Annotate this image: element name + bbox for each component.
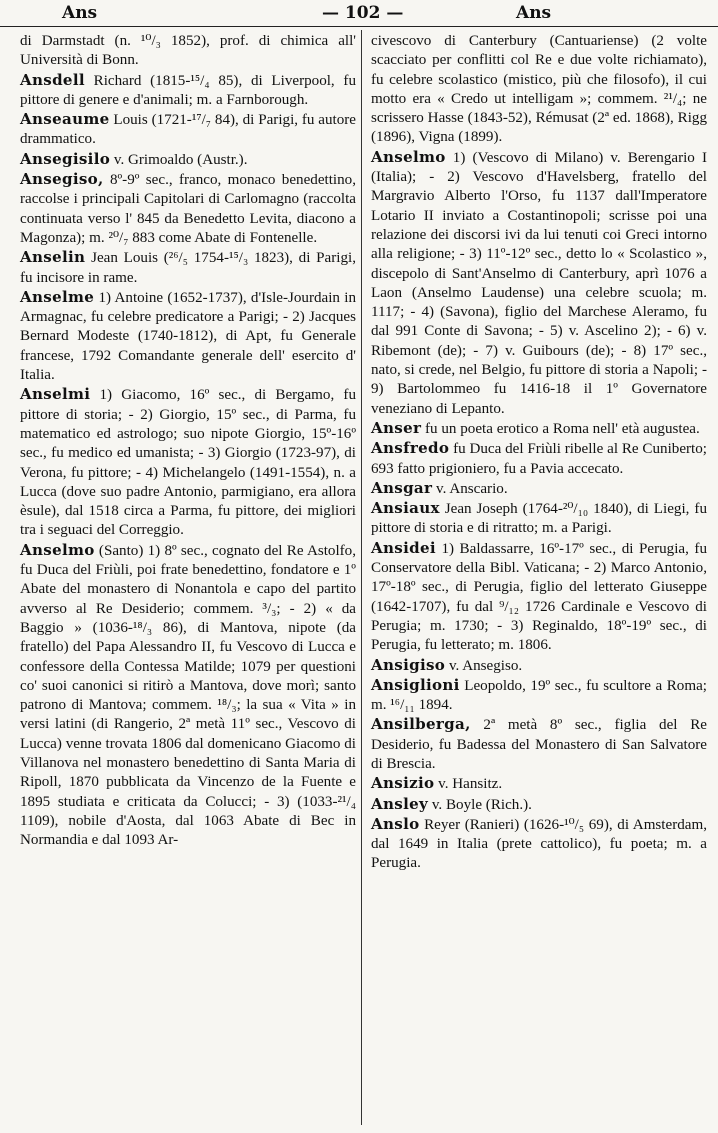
entry-text: di Darmstadt (n. ¹⁰/₃ 1852), prof. di chimica all' Università di Bonn. bbox=[20, 33, 356, 69]
dictionary-entry bbox=[20, 71, 356, 111]
running-head-right: Ans bbox=[516, 3, 552, 23]
column-divider bbox=[361, 30, 362, 1125]
entry-headword: Ansiglioni bbox=[371, 675, 460, 694]
entry-headword: Ansgar bbox=[371, 478, 433, 497]
entry-headword: Ansegisilo bbox=[20, 149, 111, 168]
entry-headword: Anser bbox=[371, 418, 422, 437]
entry-text: (Santo) 1) 8º sec., cognato del Re Astolfo, fu Duca del Friùli, poi frate benedettino, fondatore e 1º Abate del monastero di Nonantola e capo del partito avverso al Re Desiderio; commem. ³/₃; - 2) « da Baggio » (1036-¹⁸/₃ 86), di Mantova, nipote (da fratello) del Papa Alessandro II, fu Vescovo di Lucca e confessore della Contessa Matilde; 1079 per questioni co' suoi canonici si ritirò a Mantova, dove morì; santo patrono di Mantova; commem. ¹⁸/₃; la sua « Vita » in versi latini (di Rangerio, 2ª metà 11º sec., Vescovo di Lucca) venne trovata 1806 dal domenicano Giacomo di Villanova nel monastero benedettino di Santa Maria di Ripoll, 1870 pubblicata da Vincenzo de la Fuente e 1895 studiata e criticata da Colucci; - 3) (1033-²¹/₄ 1109), nobile d'Aosta, dal 1063 Abate di Bec in Normandia e dal 1093 Ar- bbox=[20, 542, 356, 849]
dictionary-entry bbox=[371, 795, 707, 815]
entry-text: fu Duca del Friùli ribelle al Re Cuniberto; 693 fatto prigioniero, fu a Pavia accecato. bbox=[371, 441, 707, 477]
entry-text: 1) (Vescovo di Milano) v. Berengario I (Italia); - 2) Vescovo d'Havelsberg, fratello del Margravio Alberto l'Orso, fu 1137 dall'Imperatore Lotario II inviato a Costantinopoli; scrisse poi una relazione dei discorsi ivi da lui tenuti coi Greci intorno alla religione; - 3) 11º-12º sec., detto lo « Scolastico », discepolo di Sant'Anselmo di Canterbury, aprì 1076 a Laon (Anselmo Laudense) una celebre scuola; m. 1117; - 4) (Savona), figlio del Marchese Aleramo, fu dal 991 Conte di Savona; - 5) v. Ascelino 2); - 6) v. Ribemont (de); - 7) v. Guibours (de); - 8) 17º sec., nato, si crede, nel Belgio, fu pittore di storia a Napoli; - 9) Bartolommeo fu 1416-18 il 1º Governatore veneziano di Lepanto. bbox=[371, 149, 707, 417]
entry-headword: Ansdell bbox=[20, 70, 85, 89]
entry-headword: Anselmo bbox=[371, 147, 446, 166]
dictionary-entry bbox=[20, 385, 356, 540]
dictionary-entry bbox=[371, 439, 707, 479]
dictionary-entry bbox=[371, 32, 707, 148]
entry-headword: Ansley bbox=[371, 794, 429, 813]
entry-headword: Ansfredo bbox=[371, 439, 450, 458]
dictionary-entry bbox=[371, 815, 707, 874]
entry-headword: Ansiaux bbox=[371, 499, 440, 518]
dictionary-entry bbox=[20, 150, 356, 170]
dictionary-entry bbox=[20, 32, 356, 71]
entry-text: 1) Giacomo, 16º sec., di Bergamo, fu pittore di storia; - 2) Giorgio, 15º sec., di Parma, fu matematico ed astrologo; suo nipote Giorgio, 15º-16º sec., fu medico ed umanista; - 3) Giorgio (1723-97), di Verona, fu pittore; - 4) Michelangelo (1491-1554), n. a Lucca (dove suo padre Antonio, parmigiano, era allora èsule), dal 1518 circa a Parma, fu pittore, dei migliori tra i seguaci del Correggio. bbox=[20, 387, 356, 539]
dictionary-entry bbox=[371, 419, 707, 439]
entry-text: v. Grimoaldo (Austr.). bbox=[110, 151, 248, 168]
left-column bbox=[20, 32, 356, 850]
entry-text: 8º-9º sec., franco, monaco benedettino, raccolse i principali Capitolari di Carlomagno (raccolta continuata verso l' 845 da Benedetto Levita, diacono a Magonza); m. ²⁰/₇ 883 come Abate di Fontenelle. bbox=[20, 172, 356, 246]
running-head-left: Ans bbox=[62, 3, 98, 23]
entry-text: Jean Joseph (1764-²⁰/₁₀ 1840), di Liegi, fu pittore di storia e di ritratto; m. a Parigi. bbox=[371, 501, 707, 537]
right-column bbox=[371, 32, 707, 874]
dictionary-entry bbox=[371, 774, 707, 794]
entry-text: Reyer (Ranieri) (1626-¹⁰/₅ 69), di Amsterdam, dal 1649 in Italia (prete cattolico), fu poeta; m. a Perugia. bbox=[371, 816, 707, 872]
entry-headword: Anselmo bbox=[20, 540, 95, 559]
entry-text: fu un poeta erotico a Roma nell' età augustea. bbox=[421, 420, 700, 437]
dictionary-entry bbox=[20, 541, 356, 851]
entry-text: Leopoldo, 19º sec., fu scultore a Roma; m. ¹⁶/₁₁ 1894. bbox=[371, 677, 707, 714]
dictionary-entry bbox=[371, 715, 707, 774]
entry-text: 1) Antoine (1652-1737), d'Isle-Jourdain in Armagnac, fu celebre predicatore a Parigi; - 2) Jacques Bernard Modeste (1740-1812), di Apt, fu Generale francese, 1792 Comandante generale dell' esercito d' Italia. bbox=[20, 289, 356, 384]
entry-text: 2ª metà 8º sec., figlia del Re Desiderio, fu Badessa del Monastero di San Salvatore di Brescia. bbox=[371, 717, 707, 772]
entry-text: Louis (1721-¹⁷/₇ 84), di Parigi, fu autore drammatico. bbox=[20, 112, 356, 148]
entry-headword: Anselin bbox=[20, 248, 86, 267]
entry-headword: Ansidei bbox=[371, 538, 436, 557]
dictionary-entry bbox=[20, 248, 356, 288]
dictionary-entry bbox=[20, 110, 356, 150]
entry-headword: Anslo bbox=[371, 814, 420, 833]
dictionary-entry bbox=[20, 288, 356, 385]
entry-text: v. Ansegiso. bbox=[445, 657, 523, 674]
entry-headword: Ansigiso bbox=[371, 655, 446, 674]
entry-headword: Anseaume bbox=[20, 110, 110, 129]
dictionary-entry bbox=[371, 479, 707, 499]
dictionary-entry bbox=[371, 676, 707, 716]
entry-text: v. Anscario. bbox=[432, 480, 508, 497]
entry-text: Richard (1815-¹⁵/₄ 85), di Liverpool, fu pittore di genere e d'animali; m. a Farnborough. bbox=[20, 72, 356, 108]
entry-headword: Ansegiso, bbox=[20, 170, 104, 189]
entry-text: Jean Louis (²⁶/₅ 1754-¹⁵/₃ 1823), di Parigi, fu incisore in rame. bbox=[20, 250, 356, 286]
entry-text: v. Hansitz. bbox=[434, 776, 503, 793]
dictionary-entry bbox=[371, 539, 707, 656]
running-head bbox=[0, 0, 718, 27]
entry-headword: Ansizio bbox=[371, 774, 435, 793]
entry-text: v. Boyle (Rich.). bbox=[428, 796, 532, 813]
dictionary-entry bbox=[20, 170, 356, 248]
entry-headword: Ansilberga, bbox=[371, 715, 471, 734]
entry-headword: Anselmi bbox=[20, 385, 91, 404]
dictionary-entry bbox=[371, 148, 707, 419]
page-number: — 102 — bbox=[322, 3, 404, 23]
dictionary-entry bbox=[371, 499, 707, 539]
entry-text: 1) Baldassarre, 16º-17º sec., di Perugia, fu Conservatore della Bibl. Vaticana; - 2) Marco Antonio, 17º-18º sec., di Perugia, figlio del letterato Giuseppe (1642-1707), fu dal ⁹/₁₂ 1726 Cardinale e Vescovo di Perugia; m. 1730; - 3) Reginaldo, 18º-19º sec., di Perugia, fu letterato; m. 1806. bbox=[371, 540, 707, 654]
entry-text: civescovo di Canterbury (Cantuariense) (2 volte scacciato per conflitti col Re e due volte richiamato), fu celebre scolastico (mistico, più che filosofo), il cui motto era « Credo ut intelligam »; commem. ²¹/₄; ne scrissero Hasse (1843-52), Rémusat (2ª ed. 1868), Rigg (1896), Vigna (1899). bbox=[371, 33, 707, 146]
dictionary-entry bbox=[371, 656, 707, 676]
entry-headword: Anselme bbox=[20, 287, 95, 306]
